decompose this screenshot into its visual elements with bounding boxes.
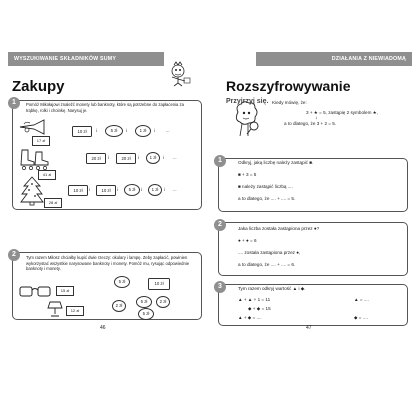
exercise-number-badge: 1 — [8, 97, 20, 109]
exercise-line: a to dlatego, że .... + .... = 5. — [238, 196, 296, 201]
exercise-line: Jaka liczba została zastąpiona przez ●? — [238, 226, 320, 231]
section-header: DZIAŁANIA Z NIEWIADOMĄ — [256, 52, 412, 66]
intro-arrow: ↓ — [315, 115, 318, 121]
coin: 1 zł — [148, 184, 162, 196]
mascot-icon — [168, 61, 192, 87]
banknote: 10 zł — [148, 278, 170, 290]
coin: 5 zł — [124, 184, 140, 196]
section-header: WYSZUKIWANIE SKŁADNIKÓW SUMY — [8, 52, 164, 66]
coin: 5 zł — [136, 296, 152, 308]
ellipsis-text: ... — [173, 187, 177, 192]
banknote: 10 zł — [68, 185, 88, 196]
and-text: i — [89, 187, 90, 192]
left-page — [8, 52, 206, 334]
exercise-number-badge: 3 — [214, 281, 226, 293]
banknote: 10 zł — [72, 126, 92, 137]
coin: 5 zł — [105, 125, 123, 137]
trumpet-icon — [18, 118, 48, 136]
ellipsis-text: ... — [166, 128, 170, 133]
roller-skates-icon — [18, 148, 50, 170]
intro-reason: a to dlatego, że 3 + 2 = 5. — [284, 121, 337, 126]
exercise-number-badge: 2 — [8, 249, 20, 261]
and-text: i — [117, 187, 118, 192]
page-number: 46 — [100, 325, 106, 331]
exercise-line: Odkryj, jaką liczbę należy zastąpić ■. — [238, 160, 314, 165]
equation-left: ◆ + ◆ = 15 — [248, 306, 271, 311]
exercise-line: ● + ● = 6 — [238, 238, 257, 243]
and-text: i — [108, 155, 109, 160]
exercise-line: .... została zastąpiona przez ●, — [238, 250, 301, 255]
intro-label: Przyjrzyj się. — [226, 98, 269, 105]
coin: 5 zł — [138, 308, 154, 320]
and-text: i — [154, 128, 155, 133]
price-tag: 41 zł — [38, 170, 56, 180]
exercise-line: ■ należy zastąpić liczbą .... — [238, 184, 293, 189]
page-number: 47 — [306, 325, 312, 331]
coin: 2 zł — [112, 300, 126, 312]
equation-left: ▲ + ▲ + 1 = 11 — [238, 297, 271, 302]
coin: 2 zł — [156, 296, 170, 308]
exercise-number-badge: 1 — [214, 155, 226, 167]
glasses-icon — [18, 284, 52, 298]
exercise-line: a to dlatego, że .... + .... = 6. — [238, 262, 296, 267]
exercise-line: Tym razem odkryj wartość ▲ i ◆. — [238, 286, 306, 291]
coin: 5 zł — [114, 276, 130, 288]
sheep-mascot-icon — [232, 100, 260, 140]
banknote: 20 zł — [86, 153, 106, 164]
exercise-instruction: Tym razem Miłosz chciałby kupić dwie rzeczy: okulary i lampę. Zeby zapłacić, powinien wykorzystać wszystkie narysowane banknoty i monety. Pomóż mu, rysując odpowiednie banknoty i monety. — [26, 255, 190, 272]
price-tag: 15 zł — [56, 286, 74, 296]
price-tag: 12 zł — [66, 306, 84, 316]
price-tag: 17 zł — [32, 136, 50, 146]
intro-text: Kiedy mówię, że: — [272, 100, 307, 105]
and-text: i — [126, 128, 127, 133]
and-text: i — [163, 155, 164, 160]
page-title: Rozszyfrowywanie — [226, 78, 351, 94]
equation-right: ◆ = .... — [354, 315, 368, 320]
equation-left: ▲ + ◆ = .... — [238, 315, 262, 320]
right-page — [214, 52, 412, 334]
christmas-tree-icon — [20, 176, 44, 206]
exercise-line: ■ + 3 = 5 — [238, 172, 257, 177]
and-text: i — [138, 155, 139, 160]
intro-equation: 3 + ★ = 5, zastąpię 2 symbolem ★, — [306, 110, 379, 115]
and-text: i — [164, 187, 165, 192]
exercise-instruction: Pomóż Mikołajowi znaleźć monety lub banknoty, które są potrzebne do zapłacenia za trąbkę, rolki i choinkę. Narysuj je. — [26, 102, 184, 113]
exercise-number-badge: 2 — [214, 219, 226, 231]
and-text: i — [96, 128, 97, 133]
coin: 1 zł — [135, 125, 151, 137]
and-text: i — [141, 187, 142, 192]
equation-right: ▲ = .... — [354, 297, 369, 302]
banknote: 20 zł — [116, 153, 136, 164]
banknote: 10 zł — [96, 185, 116, 196]
lamp-icon — [46, 300, 64, 318]
page-title: Zakupy — [12, 78, 65, 95]
price-tag: 28 zł — [44, 198, 62, 208]
ellipsis-text: ... — [173, 155, 177, 160]
coin: 1 zł — [146, 152, 160, 164]
